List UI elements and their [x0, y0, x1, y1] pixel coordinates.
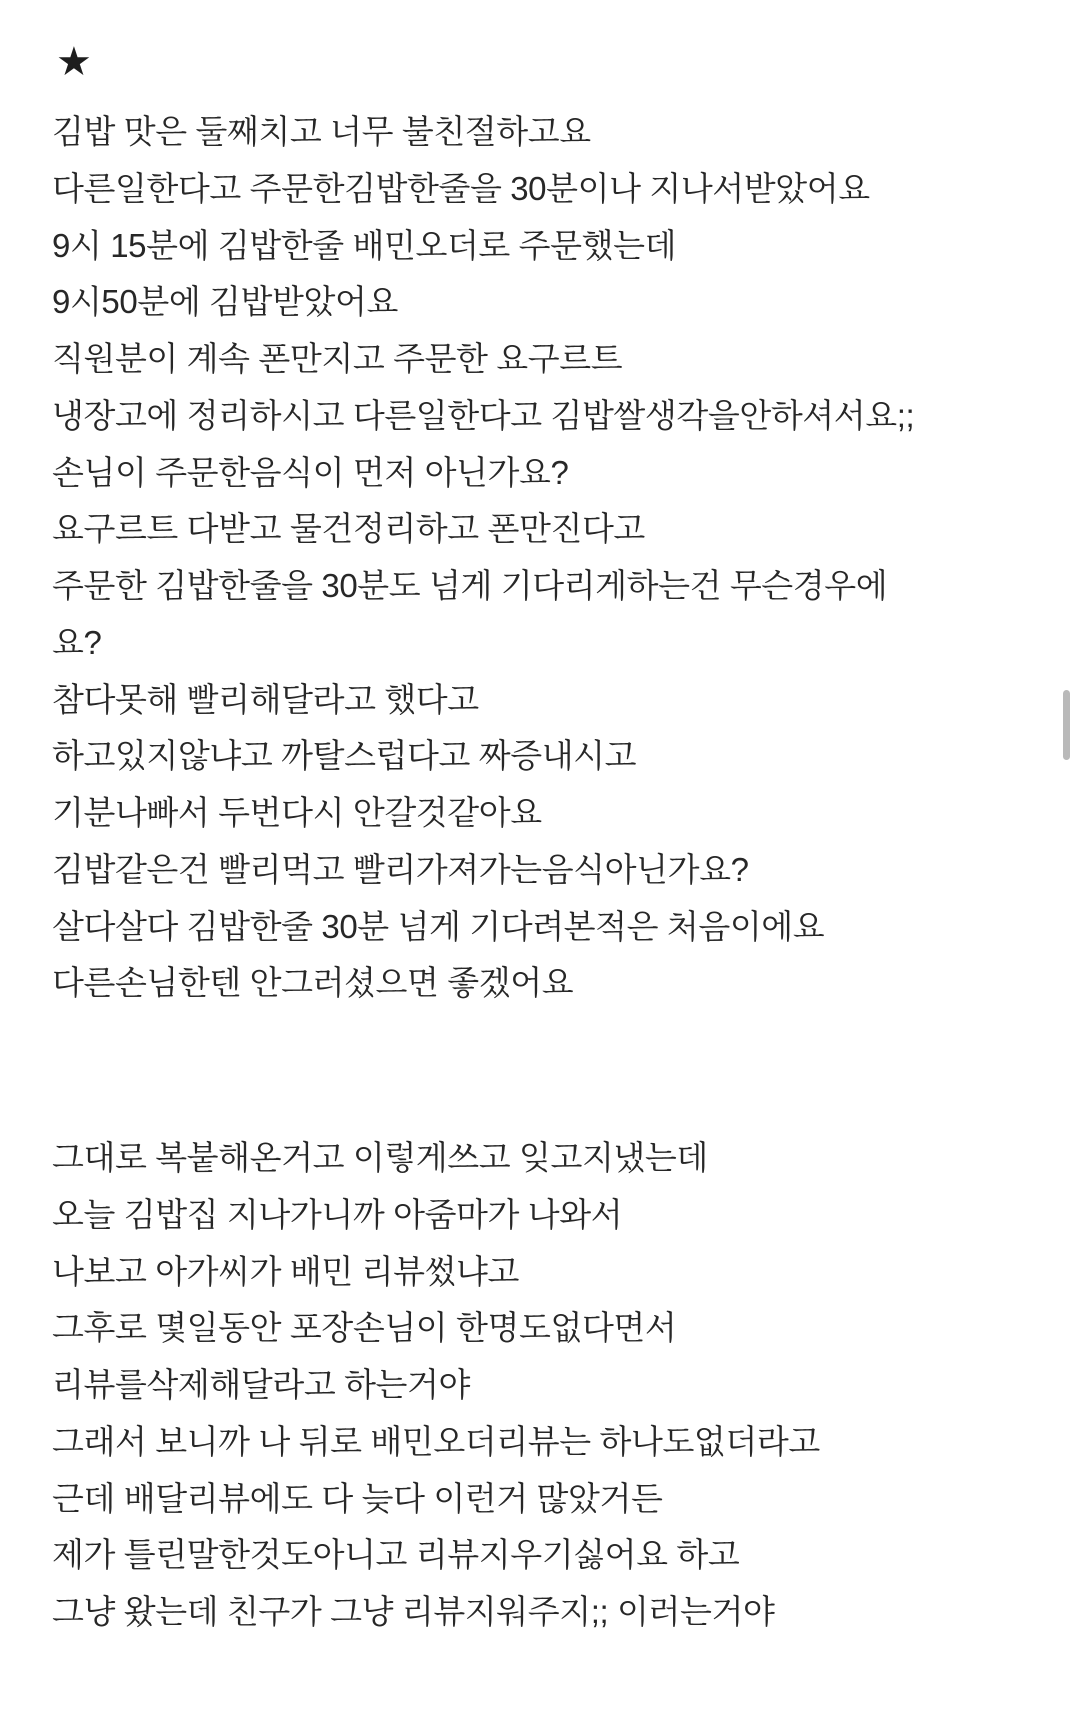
review-line: 다른손님한텐 안그러셨으면 좋겠어요 [52, 964, 574, 1002]
review-line: 나보고 아가씨가 배민 리뷰썼냐고 [52, 1252, 519, 1290]
review-text-block-2 [52, 1130, 1024, 1641]
review-line: 주문한 김밥한줄을 30분도 넘게 기다리게하는건 무슨경우에 [52, 567, 888, 604]
review-line: 그후로 몇일동안 포장손님이 한명도없다면서 [52, 1309, 677, 1347]
review-line: 손님이 주문한음식이 먼저 아닌가요? [52, 453, 569, 491]
review-line: 요? [52, 623, 102, 661]
review-line: 제가 틀린말한것도아니고 리뷰지우기싫어요 하고 [52, 1536, 740, 1574]
review-line: 김밥같은건 빨리먹고 빨리가져가는음식아닌가요? [52, 850, 749, 888]
review-line: 기분나빠서 두번다시 안갈것같아요 [52, 794, 542, 831]
review-line: 하고있지않냐고 까탈스럽다고 짜증내시고 [52, 737, 637, 775]
review-line: 오늘 김밥집 지나가니까 아줌마가 나와서 [52, 1195, 623, 1233]
review-line: 김밥 맛은 둘째치고 너무 불친절하고요 [52, 113, 591, 150]
review-line: 근데 배달리뷰에도 다 늦다 이런거 많았거든 [52, 1479, 663, 1517]
review-text-block-1 [52, 104, 1024, 1012]
review-line: 그대로 복붙해온거고 이렇게쓰고 잊고지냈는데 [52, 1139, 708, 1176]
rating-star-icon: ★ [56, 40, 92, 84]
review-line: 직원분이 계속 폰만지고 주문한 요구르트 [52, 340, 623, 377]
review-line: 냉장고에 정리하시고 다른일한다고 김밥쌀생각을안하셔서요;; [52, 396, 915, 434]
review-line: 9시50분에 김밥받았어요 [52, 283, 398, 321]
review-line: 요구르트 다받고 물건정리하고 폰만진다고 [52, 510, 645, 548]
paragraph-spacer [52, 1012, 1024, 1130]
review-line: 그냥 왔는데 친구가 그냥 리뷰지워주지;; 이러는거야 [52, 1593, 775, 1630]
review-line: 9시 15분에 김밥한줄 배민오더로 주문했는데 [52, 226, 677, 264]
review-line: 그래서 보니까 나 뒤로 배민오더리뷰는 하나도없더라고 [52, 1422, 820, 1460]
review-line: 살다살다 김밥한줄 30분 넘게 기다려본적은 처음이에요 [52, 907, 825, 945]
review-line: 다른일한다고 주문한김밥한줄을 30분이나 지나서받았어요 [52, 169, 870, 207]
review-line: 리뷰를삭제해달라고 하는거야 [52, 1366, 470, 1403]
vertical-scrollbar[interactable] [1063, 690, 1070, 760]
review-line: 참다못해 빨리해달라고 했다고 [52, 680, 479, 718]
